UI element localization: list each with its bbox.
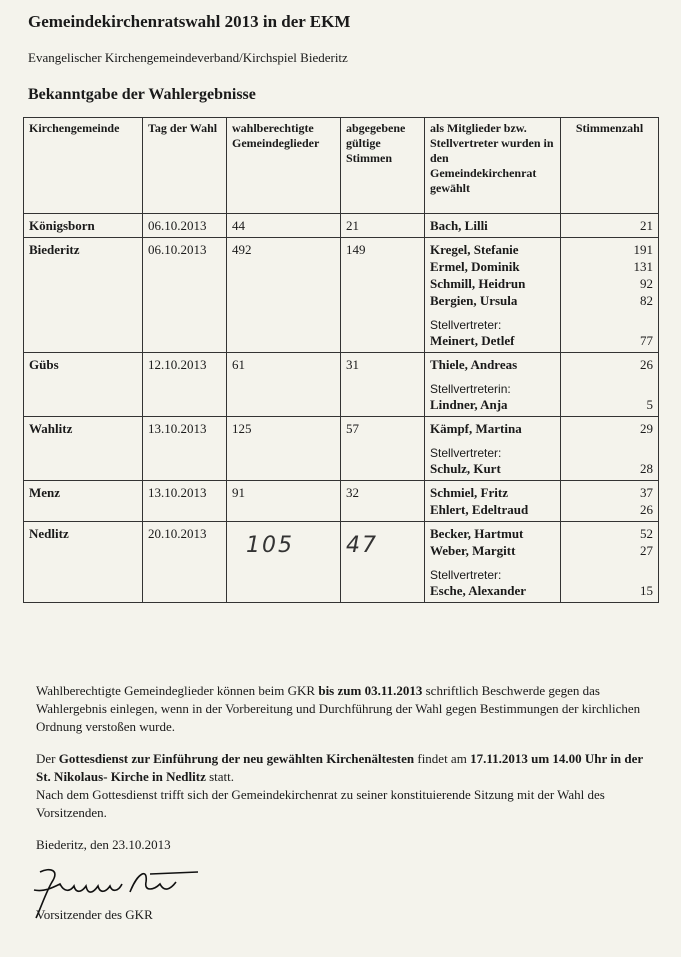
cell-kirchengemeinde: Nedlitz: [24, 522, 143, 603]
deputy-name: Schulz, Kurt: [430, 461, 501, 476]
notice-text: Wahlberechtigte Gemeindeglieder können beim GKR: [36, 683, 319, 698]
service-title: Gottesdienst zur Einführung der neu gewählten Kirchenältesten: [58, 751, 415, 766]
deputy-vote-count: 15: [640, 583, 653, 598]
cell-stimmenzahl: [561, 522, 659, 603]
cell-stimmenzahl: [561, 214, 659, 238]
cell-gewaehlte: [425, 238, 561, 353]
table-row: [24, 481, 659, 522]
cell-stimmenzahl: [561, 353, 659, 417]
objection-notice: [36, 682, 646, 736]
document-subtitle: Evangelischer Kirchengemeindeverband/Kirchspiel Biederitz: [28, 50, 348, 65]
header-abgegebene-stimmen: abgegebene gültige Stimmen: [341, 118, 425, 214]
cell-gewaehlte: [425, 214, 561, 238]
service-notice: [36, 750, 646, 822]
cell-stimmenzahl: [561, 238, 659, 353]
deputy-name: Lindner, Anja: [430, 397, 508, 412]
deputy-role-label: Stellvertreter:: [430, 446, 502, 460]
council-meeting-text: Nach dem Gottesdienst trifft sich der Gemeindekirchenrat zu seiner konstituierende Sitzung mit der Wahl des Vorsitzenden.: [36, 787, 605, 820]
deputy-role-label: Stellvertreter:: [430, 568, 502, 582]
cell-wahlberechtigte: 91: [227, 481, 341, 522]
header-kirchengemeinde: Kirchengemeinde: [24, 118, 143, 214]
handwritten-value: 105: [246, 533, 294, 558]
elected-member-name: Schmiel, Fritz: [430, 485, 508, 500]
cell-stimmenzahl: [561, 481, 659, 522]
deputy-vote-count: 5: [646, 397, 653, 412]
elected-member-name: Kregel, Stefanie: [430, 242, 519, 257]
cell-kirchengemeinde: Gübs: [24, 353, 143, 417]
member-vote-count: 52: [640, 526, 653, 541]
cell-tag-der-wahl: 12.10.2013: [143, 353, 227, 417]
cell-wahlberechtigte: 125: [227, 417, 341, 481]
cell-wahlberechtigte: [227, 522, 341, 603]
cell-abgegebene-stimmen: 149: [341, 238, 425, 353]
cell-gewaehlte: [425, 481, 561, 522]
table-row: [24, 417, 659, 481]
cell-gewaehlte: [425, 522, 561, 603]
notice-text: Der: [36, 751, 59, 766]
vote-spacer: [566, 559, 653, 582]
cell-stimmenzahl: [561, 417, 659, 481]
cell-tag-der-wahl: 20.10.2013: [143, 522, 227, 603]
place-date: Biederitz, den 23.10.2013: [36, 837, 171, 852]
results-table-body: [24, 214, 659, 603]
table-header-row: [24, 118, 659, 214]
cell-abgegebene-stimmen: 21: [341, 214, 425, 238]
member-vote-count: 26: [640, 502, 653, 517]
member-vote-count: 37: [640, 485, 653, 500]
cell-wahlberechtigte: 61: [227, 353, 341, 417]
table-row: [24, 522, 659, 603]
cell-tag-der-wahl: 06.10.2013: [143, 214, 227, 238]
vote-spacer: [566, 373, 653, 396]
cell-gewaehlte: [425, 353, 561, 417]
elected-member-name: Ehlert, Edeltraud: [430, 502, 529, 517]
elected-member-name: Becker, Hartmut: [430, 526, 524, 541]
deputy-role-label: Stellvertreterin:: [430, 382, 511, 396]
elected-member-name: Bergien, Ursula: [430, 293, 518, 308]
elected-member-name: Kämpf, Martina: [430, 421, 522, 436]
deputy-vote-count: 77: [640, 333, 653, 348]
vote-spacer: [566, 437, 653, 460]
cell-kirchengemeinde: Biederitz: [24, 238, 143, 353]
member-vote-count: 92: [640, 276, 653, 291]
cell-abgegebene-stimmen: 57: [341, 417, 425, 481]
member-vote-count: 27: [640, 543, 653, 558]
member-vote-count: 82: [640, 293, 653, 308]
signature-role: Vorsitzender des GKR: [36, 907, 153, 922]
notice-text: statt.: [205, 769, 235, 784]
header-gewaehlt: als Mitglieder bzw. Stellvertreter wurden in den Gemeindekirchenrat gewählt: [425, 118, 561, 214]
handwritten-value: 47: [346, 533, 378, 558]
header-stimmenzahl: Stimmenzahl: [561, 118, 659, 214]
deputy-vote-count: 28: [640, 461, 653, 476]
cell-tag-der-wahl: 06.10.2013: [143, 238, 227, 353]
member-vote-count: 21: [640, 218, 653, 233]
cell-kirchengemeinde: Wahlitz: [24, 417, 143, 481]
deputy-role-label: Stellvertreter:: [430, 318, 502, 332]
deputy-name: Esche, Alexander: [430, 583, 527, 598]
document-title: Gemeindekirchenratswahl 2013 in der EKM: [28, 12, 351, 31]
header-tag-der-wahl: Tag der Wahl: [143, 118, 227, 214]
table-row: [24, 214, 659, 238]
table-row: [24, 238, 659, 353]
notice-text: findet am: [414, 751, 471, 766]
cell-wahlberechtigte: 44: [227, 214, 341, 238]
member-vote-count: 29: [640, 421, 653, 436]
cell-kirchengemeinde: Königsborn: [24, 214, 143, 238]
member-vote-count: 191: [633, 242, 653, 257]
elected-member-name: Weber, Margitt: [430, 543, 516, 558]
service-date-location: 17.11.2013 um 14.00 Uhr in der St. Nikolaus- Kirche in Nedlitz: [36, 751, 643, 784]
elected-member-name: Schmill, Heidrun: [430, 276, 526, 291]
cell-abgegebene-stimmen: 32: [341, 481, 425, 522]
results-table: [23, 117, 659, 603]
cell-gewaehlte: [425, 417, 561, 481]
member-vote-count: 131: [633, 259, 653, 274]
cell-abgegebene-stimmen: [341, 522, 425, 603]
deputy-name: Meinert, Detlef: [430, 333, 515, 348]
cell-kirchengemeinde: Menz: [24, 481, 143, 522]
table-row: [24, 353, 659, 417]
vote-spacer: [566, 309, 653, 332]
elected-member-name: Ermel, Dominik: [430, 259, 520, 274]
header-wahlberechtigte: wahlberechtigte Gemeindeglieder: [227, 118, 341, 214]
notice-deadline: bis zum 03.11.2013: [318, 683, 423, 698]
cell-tag-der-wahl: 13.10.2013: [143, 481, 227, 522]
cell-wahlberechtigte: 492: [227, 238, 341, 353]
results-heading: Bekanntgabe der Wahlergebnisse: [28, 86, 256, 103]
elected-member-name: Bach, Lilli: [430, 218, 488, 233]
member-vote-count: 26: [640, 357, 653, 372]
notice-text: schriftlich Beschwerde gegen das Wahlergebnis einlegen, wenn in der Vorbereitung und Durchführung der Wahl gegen Bestimmungen der kirchlichen Ordnung verstoßen wurde.: [36, 683, 641, 734]
cell-abgegebene-stimmen: 31: [341, 353, 425, 417]
cell-tag-der-wahl: 13.10.2013: [143, 417, 227, 481]
elected-member-name: Thiele, Andreas: [430, 357, 518, 372]
